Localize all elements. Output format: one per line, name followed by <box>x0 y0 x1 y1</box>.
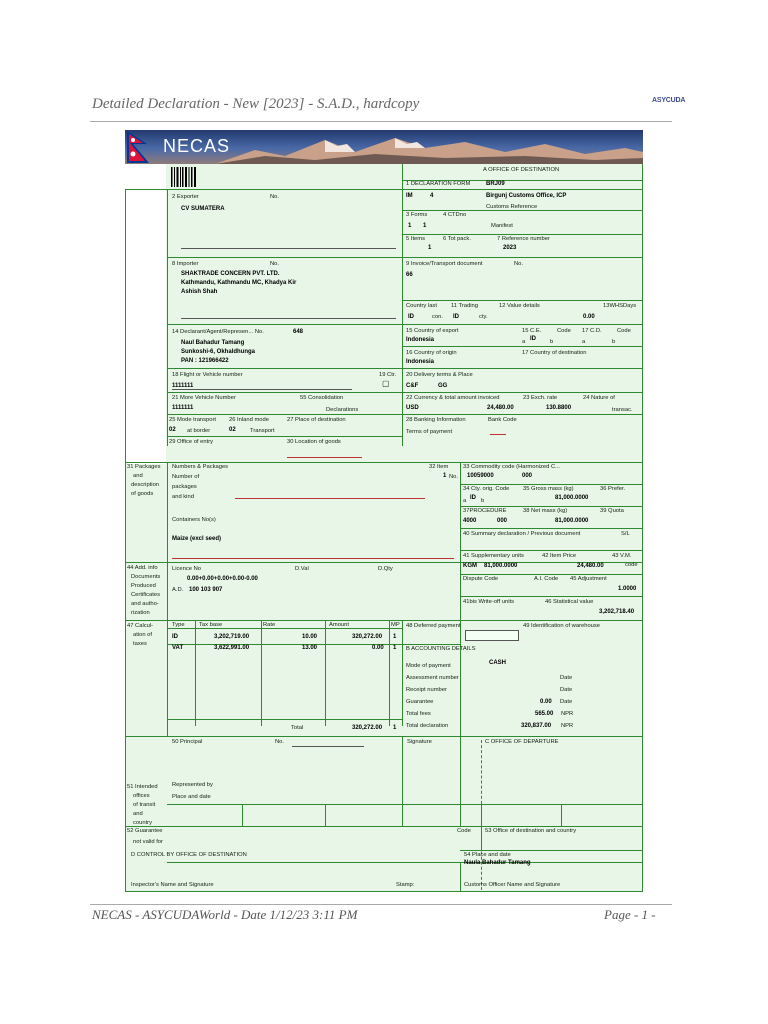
supp-units-unit: KGM <box>463 563 477 569</box>
ad-label: A.D. <box>172 587 184 593</box>
inland-mode-label: 26 Inland mode <box>229 417 269 423</box>
forms-label: 3 Forms <box>406 212 428 218</box>
exch-rate-label: 23 Exch. rate <box>523 395 558 401</box>
item-price-label: 42 Item Price <box>542 553 577 559</box>
delivery-place: GG <box>438 383 448 389</box>
mode-transport-value: 02 <box>169 427 176 433</box>
stamp-label: Stamp: <box>396 882 415 888</box>
importer-line-2: Kathmandu, Kathmandu MC, Khadya Kir <box>181 280 297 286</box>
calc-row-type: ID <box>172 634 178 640</box>
calc-row-base: 3,622,991.00 <box>214 645 250 651</box>
summary-sl: S/L <box>621 531 630 537</box>
manifest-label: Manifest <box>491 223 513 229</box>
total-decl-label: Total declaration <box>406 723 449 729</box>
packages-label-3: description <box>131 482 160 488</box>
calc-row-amount: 0.00 <box>372 645 384 651</box>
footer-source: NECAS - ASYCUDAWorld - Date 1/12/23 3:11 PM <box>92 907 358 922</box>
banking-label: 28 Banking Information <box>406 417 466 423</box>
nature-label: 24 Nature of <box>583 395 615 401</box>
value-details-label: 12 Value details <box>499 303 540 309</box>
ctdno-label: 4 CTDno <box>443 212 467 218</box>
inland-mode-sub: Transport <box>250 428 275 434</box>
summary-decl-label: 40 Summary declaration / Previous document <box>463 531 581 537</box>
calc-header-rate: Rate <box>263 622 276 628</box>
warehouse-label: 49 Identification of warehouse <box>523 623 601 629</box>
sad-form <box>125 164 643 892</box>
declarant-line-3: PAN : 121966422 <box>181 358 229 364</box>
intended-label-3: of transit <box>133 802 156 808</box>
gross-mass-value: 81,000.0000 <box>555 495 589 501</box>
currency-label: 22 Currency & total amount invoiced <box>406 395 500 401</box>
calc-header-amount: Amount <box>329 622 349 628</box>
nepal-flag-icon <box>125 130 155 164</box>
receipt-label: Receipt number <box>406 687 447 693</box>
calc-total-mp: 1 <box>393 725 397 731</box>
principal-no-label: No. <box>275 739 285 745</box>
add-info-label-6: rization <box>131 610 150 616</box>
asycuda-logo: ASYCUDA <box>652 97 686 104</box>
ce-b: b <box>550 339 554 345</box>
cd-label: 17 C.D. <box>582 328 602 334</box>
customs-officer-label: Customs Officer Name and Signature <box>464 882 561 888</box>
item-value: 1 <box>443 473 447 479</box>
deferred-input[interactable] <box>465 630 519 641</box>
forms-value-2: 1 <box>423 223 427 229</box>
vm-code: code <box>625 562 638 568</box>
item-no-label: No. <box>449 474 459 480</box>
packages-label-2: and <box>133 473 143 479</box>
numbers-packages-label: Numbers & Packages <box>172 464 229 470</box>
invoice-label: 9 Invoice/Transport document <box>406 261 483 267</box>
assessment-date-label: Date <box>560 675 573 681</box>
ai-code-label: A.I. Code <box>534 576 559 582</box>
declarant-line-1: Naul Bahadur Tamang <box>181 340 245 346</box>
forms-value-1: 1 <box>408 223 412 229</box>
header-divider <box>90 121 672 122</box>
commodity-suffix: 000 <box>522 473 533 479</box>
flight-label: 18 Flight or Vehicle number <box>172 372 243 378</box>
whs-days-label: 13WHSDays <box>603 303 637 309</box>
intended-label-4: and <box>133 811 143 817</box>
adjustment-label: 45 Adjustment <box>570 576 607 582</box>
ctr-label: 19 Ctr. <box>379 372 397 378</box>
statistical-label: 46 Statistical value <box>545 599 594 605</box>
number-of-label: Number of <box>172 474 200 480</box>
ref-number-label: 7 Reference number <box>497 236 550 242</box>
supp-units-label: 41 Supplementary units <box>463 553 524 559</box>
procedure-label: 37PROCEDURE <box>463 508 507 514</box>
commodity-label: 33 Commodity code (Harmonized C... <box>463 464 560 470</box>
mode-payment-label: Mode of payment <box>406 663 451 669</box>
calc-row-mp: 1 <box>393 634 397 640</box>
calc-label-1: 47 Calcul- <box>127 623 154 629</box>
declarant-no: 648 <box>293 329 304 335</box>
ref-number-value: 2023 <box>503 245 517 251</box>
guarantee52-code-label: Code <box>457 828 471 834</box>
guarantee-date-label: Date <box>560 699 573 705</box>
importer-label: 8 Importer <box>172 261 199 267</box>
writeoff-label: 41bis Write-off units <box>463 599 515 605</box>
guarantee-value: 0.00 <box>540 699 552 705</box>
calc-header-base: Tax base <box>199 622 223 628</box>
containers-label: Containers No(s) <box>172 517 216 523</box>
country-dest-label: 17 Country of destination <box>522 350 587 356</box>
quota-label: 39 Quota <box>600 508 624 514</box>
calc-row-type: VAT <box>172 645 184 651</box>
gross-mass-label: 35 Gross mass (kg) <box>523 486 574 492</box>
receipt-date-label: Date <box>560 687 573 693</box>
trading-cty: cty. <box>479 314 488 320</box>
invoice-value: 66 <box>406 272 413 278</box>
total-decl-currency: NPR <box>561 723 574 729</box>
office-entry-label: 29 Office of entry <box>169 439 214 445</box>
items-value: 1 <box>428 245 432 251</box>
delivery-label: 20 Delivery terms & Place <box>406 372 473 378</box>
calc-row-base: 3,202,719.00 <box>214 634 250 640</box>
guarantee-label: Guarantee <box>406 699 434 705</box>
assessment-label: Assessment number <box>406 675 459 681</box>
calc-row-amount: 320,272.00 <box>352 634 383 640</box>
dqty-label: D.Qty <box>378 566 393 572</box>
add-info-label-1: 44 Add. info <box>127 565 158 571</box>
location-goods-label: 30 Location of goods <box>287 439 341 445</box>
calc-row-rate: 13.00 <box>302 645 318 651</box>
office-name: Birgunj Customs Office, ICP <box>486 193 567 199</box>
consolidation-label: 55 Consolidation <box>300 395 344 401</box>
represented-label: Represented by <box>172 782 213 788</box>
calc-total-amount: 320,272.00 <box>352 725 383 731</box>
ce-value: ID <box>530 336 536 342</box>
more-vehicle-value: 1111111 <box>172 405 194 411</box>
calc-row-rate: 10.00 <box>302 634 318 640</box>
importer-line-3: Ashish Shah <box>181 289 218 295</box>
packages-label-1: 31 Packages <box>127 464 161 470</box>
items-label: 5 Items <box>406 236 426 242</box>
nature-sub: transac. <box>612 407 633 413</box>
cty-orig-value: ID <box>470 495 476 501</box>
country-export-label: 15 Country of export <box>406 328 459 334</box>
page-number: Page - 1 - <box>604 907 656 922</box>
flight-value: 1111111 <box>172 383 194 389</box>
importer-line-1: SHAKTRADE CONCERN PVT. LTD. <box>181 271 280 277</box>
declaration-form-label: 1 DECLARATION FORM <box>406 181 471 187</box>
exporter-name: CV SUMATERA <box>181 206 225 212</box>
goods-description: Maize (excl seed) <box>172 536 222 542</box>
procedure-ext: 000 <box>497 518 508 524</box>
cty-orig-label: 34 Cty. orig. Code <box>463 486 510 492</box>
declarant-label: 14 Declarant/Agent/Represen... No. <box>172 329 264 335</box>
intended-label-5: country <box>133 820 153 826</box>
total-fees-label: Total fees <box>406 711 431 717</box>
office-dest-label: 53 Office of destination and country <box>485 828 577 834</box>
value-details-value: 0.00 <box>583 314 595 320</box>
dispute-code-label: Dispute Code <box>463 576 499 582</box>
principal-label: 50 Principal <box>172 739 203 745</box>
net-mass-label: 38 Net mass (kg) <box>523 508 568 514</box>
trading-value: ID <box>453 314 459 320</box>
calc-label-3: taxes <box>133 641 147 647</box>
dval-label: D.Val <box>295 566 309 572</box>
add-info-label-4: Certificates <box>131 592 160 598</box>
cty-orig-b: b <box>481 498 485 504</box>
consolidation-declarations: Declarations <box>326 407 359 413</box>
commodity-code: 10059000 <box>467 473 494 479</box>
place-dest-label: 27 Place of destination <box>287 417 346 423</box>
total-decl-value: 320,837.00 <box>521 723 552 729</box>
inland-mode-value: 02 <box>229 427 236 433</box>
cty-orig-a: a <box>463 498 467 504</box>
country-origin-label: 16 Country of origin <box>406 350 457 356</box>
calc-total-label: Total <box>291 725 304 731</box>
and-kind-label: and kind <box>172 494 194 500</box>
ce-code-label: Code <box>557 328 571 334</box>
ad-value: 100 103 907 <box>189 587 223 593</box>
exporter-label: 2 Exporter <box>172 194 199 200</box>
item-label: 32 Item <box>429 464 449 470</box>
guarantee52-label-2: not valid for <box>133 839 163 845</box>
add-info-label-3: Produced <box>131 583 156 589</box>
currency-amount: 24,480.00 <box>487 405 514 411</box>
total-fees-value: 565.00 <box>535 711 554 717</box>
guarantee52-label-1: 52 Guarantee <box>127 828 163 834</box>
decl-form-number: 4 <box>430 193 434 199</box>
intended-label-1: 51 Intended <box>127 784 158 790</box>
add-info-label-2: Documents <box>131 574 161 580</box>
ce-a: a <box>522 339 526 345</box>
trading-label: 11 Trading <box>451 303 478 309</box>
country-export-value: Indonesia <box>406 337 435 343</box>
mode-transport-sub: at border <box>187 428 211 434</box>
office-code: BRJ09 <box>486 181 505 187</box>
add-info-label-5: and autho- <box>131 601 159 607</box>
country-last-value: ID <box>408 314 414 320</box>
office-destination-label: A OFFICE OF DESTINATION <box>483 167 560 173</box>
mode-transport-label: 25 Mode transport <box>169 417 217 423</box>
intended-label-2: offices <box>133 793 150 799</box>
packages-word: packages <box>172 484 197 490</box>
necas-banner <box>125 130 643 164</box>
item-price-value: 24,480.00 <box>577 563 604 569</box>
place-date-label: Place and date <box>172 794 211 800</box>
declarant-line-2: Sunkoshi-6, Okhaldhunga <box>181 349 256 355</box>
currency-code: USD <box>406 405 419 411</box>
delivery-term: C&F <box>406 383 419 389</box>
procedure-code: 4000 <box>463 518 477 524</box>
calc-header-type: Type <box>172 622 185 628</box>
ce-label: 15 C.E. <box>522 328 542 334</box>
control-label: D CONTROL BY OFFICE OF DESTINATION <box>131 852 247 858</box>
accounting-label: B ACCOUNTING DETAILS <box>406 646 476 652</box>
place-date54-label: 54 Place and date <box>464 852 511 858</box>
mode-payment-value: CASH <box>489 660 507 666</box>
vm-label: 43 V.M. <box>612 553 632 559</box>
barcode-icon <box>171 167 197 187</box>
tot-pack-label: 6 Tot pack. <box>443 236 471 242</box>
cd-code-label: Code <box>617 328 631 334</box>
prefer-label: 36 Prefer. <box>600 486 626 492</box>
cd-a: a <box>582 339 586 345</box>
deferred-label: 48 Deferred payment <box>406 623 461 629</box>
page-title: Detailed Declaration - New [2023] - S.A.D., hardcopy <box>92 96 420 112</box>
footer-divider <box>90 904 672 905</box>
total-fees-currency: NPR <box>561 711 574 717</box>
ctr-checkbox[interactable]: ▢ <box>382 379 390 388</box>
calc-row-mp: 1 <box>393 645 397 651</box>
country-last-label: Country last <box>406 303 437 309</box>
adjustment-value: 1.0000 <box>618 586 637 592</box>
calc-header-mp: MP <box>391 622 400 628</box>
net-mass-value: 81,000.0000 <box>555 518 589 524</box>
calc-label-2: ation of <box>133 632 153 638</box>
exporter-no-label: No. <box>270 194 280 200</box>
cd-b: b <box>612 339 616 345</box>
customs-ref-label: Customs Reference <box>486 204 538 210</box>
add-info-values: 0.00+0.00+0.00+0.00-0.00 <box>187 576 258 582</box>
bank-code-label: Bank Code <box>488 417 517 423</box>
inspector-label: Inspector's Name and Signature <box>131 882 214 888</box>
country-last-con: con. <box>432 314 443 320</box>
importer-no-label: No. <box>270 261 280 267</box>
packages-label-4: of goods <box>131 491 154 497</box>
licence-label: Licence No <box>172 566 202 572</box>
exch-rate-value: 130.8800 <box>546 405 572 411</box>
place-date54-value: Naula Bahadur Tamang <box>464 860 531 866</box>
statistical-value: 3,202,718.40 <box>599 609 635 615</box>
principal-signature-label: Signature <box>407 739 432 745</box>
invoice-no-label: No. <box>514 261 524 267</box>
more-vehicle-label: 21 More Vehicle Number <box>172 395 236 401</box>
terms-payment-label: Terms of payment <box>406 429 453 435</box>
banner-title: NECAS <box>163 136 231 156</box>
decl-form-type: IM <box>406 193 413 199</box>
supp-units-value: 81,000.0000 <box>484 563 518 569</box>
office-departure-label: C OFFICE OF DEPARTURE <box>485 739 559 745</box>
country-origin-value: Indonesia <box>406 359 435 365</box>
